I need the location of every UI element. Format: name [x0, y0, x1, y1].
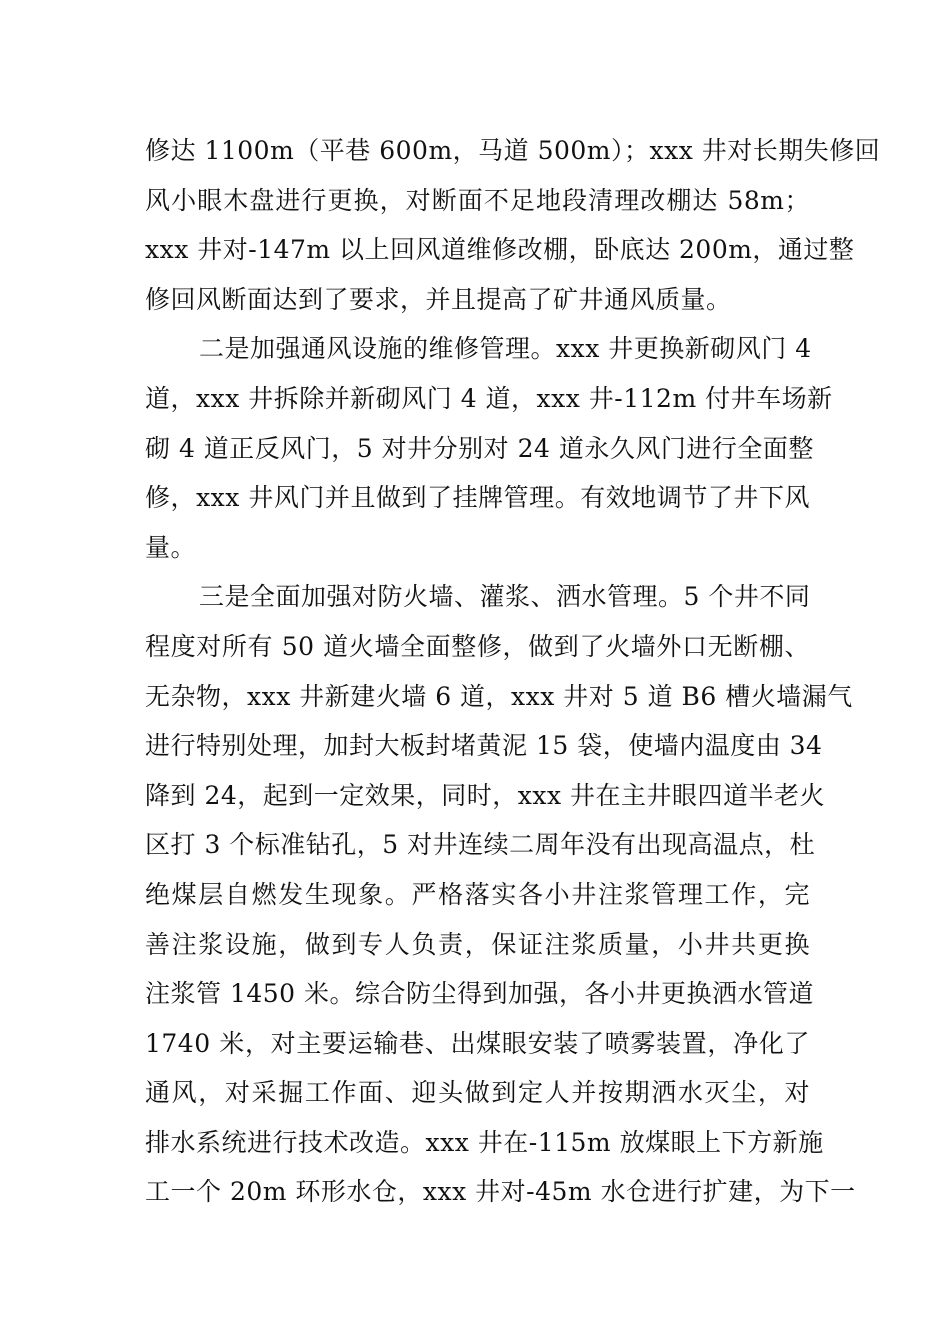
text-line: 工一个 20m 环形水仓，xxx 井对-45m 水仓进行扩建，为下一 [145, 1177, 856, 1207]
text-line: 降到 24，起到一定效果，同时，xxx 井在主井眼四道半老火 [145, 780, 826, 810]
body-text [145, 126, 881, 1217]
text-line: 通风，对采掘工作面、迎头做到定人并按期洒水灭尘，对 [145, 1078, 810, 1108]
paragraph-start-line: 二是加强通风设施的维修管理。xxx 井更换新砌风门 4 [199, 334, 812, 364]
text-line: 修回风断面达到了要求，并且提高了矿井通风质量。 [145, 284, 732, 314]
text-line: 程度对所有 50 道火墙全面整修，做到了火墙外口无断棚、 [145, 631, 810, 661]
text-line: 量。 [145, 532, 197, 562]
text-line: 区打 3 个标准钻孔，5 对井连续二周年没有出现高温点，杜 [145, 830, 816, 860]
text-line: 进行特别处理，加封大板封堵黄泥 15 袋，使墙内温度由 34 [145, 731, 823, 761]
text-line: 排水系统进行技术改造。xxx 井在-115m 放煤眼上下方新施 [145, 1127, 824, 1157]
text-line: xxx 井对-147m 以上回风道维修改棚，卧底达 200m，通过整 [145, 235, 855, 265]
text-line: 风小眼木盘进行更换，对断面不足地段清理改棚达 58m； [145, 185, 810, 215]
text-line: 善注浆设施，做到专人负责，保证注浆质量，小井共更换 [145, 929, 810, 959]
text-line: 1740 米，对主要运输巷、出煤眼安装了喷雾装置，净化了 [145, 1028, 810, 1058]
text-line: 修达 1100m（平巷 600m，马道 500m）；xxx 井对长期失修回 [145, 136, 881, 165]
text-line: 道，xxx 井拆除并新砌风门 4 道，xxx 井-112m 付井车场新 [145, 383, 833, 413]
text-line: 注浆管 1450 米。综合防尘得到加强，各小井更换洒水管道 [145, 979, 815, 1009]
text-line: 修，xxx 井风门并且做到了挂牌管理。有效地调节了井下风 [145, 483, 810, 513]
text-line: 无杂物，xxx 井新建火墙 6 道，xxx 井对 5 道 B6 槽火墙漏气 [145, 681, 853, 711]
text-line: 砌 4 道正反风门，5 对井分别对 24 道永久风门进行全面整 [145, 433, 814, 463]
text-line: 绝煤层自燃发生现象。严格落实各小井注浆管理工作，完 [145, 879, 810, 909]
paragraph-start-line: 三是全面加强对防火墙、灌浆、洒水管理。5 个井不同 [199, 582, 811, 612]
